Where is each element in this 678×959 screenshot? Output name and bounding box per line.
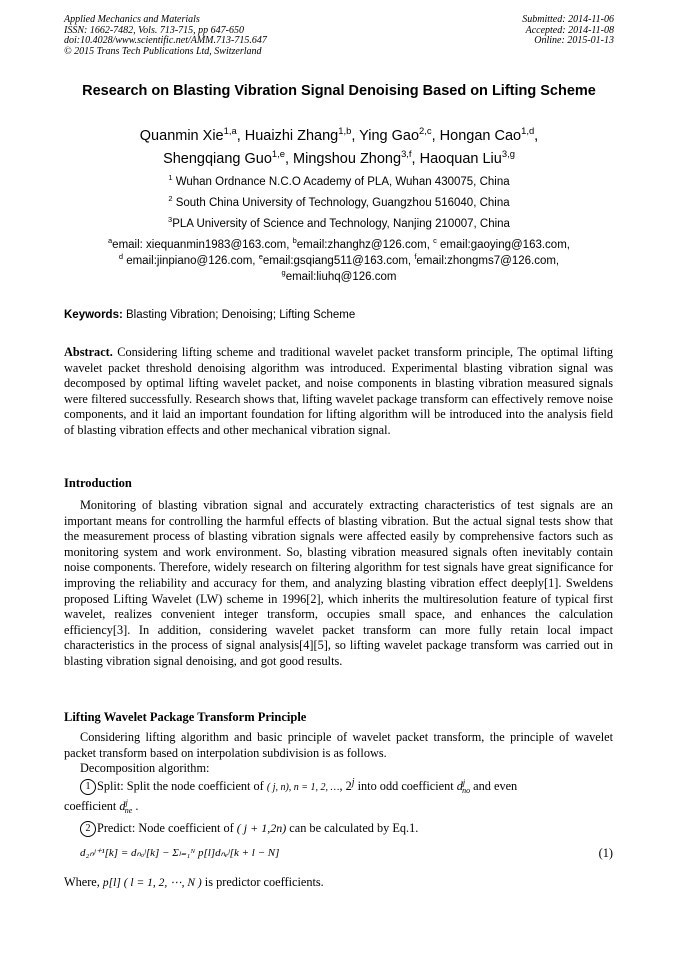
- submitted-date: Submitted: 2014-11-06: [522, 14, 614, 25]
- split-text: and even: [470, 779, 518, 793]
- where-math: p[l] ( l = 1, 2, ⋯, N ): [102, 877, 202, 889]
- split-text: .: [132, 799, 139, 813]
- split-label: Split:: [97, 779, 124, 793]
- introduction-heading: Introduction: [64, 476, 132, 490]
- lifting-heading: Lifting Wavelet Package Transform Principle: [64, 710, 307, 724]
- author-name: Huaizhi Zhang: [244, 128, 339, 144]
- predict-label: Predict:: [97, 821, 136, 835]
- email-key: f: [414, 252, 417, 262]
- email-key: c: [433, 236, 437, 246]
- affiliation-num: 3: [168, 215, 173, 225]
- split-step-cont: [64, 798, 613, 814]
- author-list: [64, 125, 614, 171]
- paper-title: Research on Blasting Vibration Signal Denoising Based on Lifting Scheme: [82, 83, 596, 99]
- split-text: into odd coefficient: [354, 779, 457, 793]
- equation-1: d₂ₙʲ⁺¹[k] = dₙₒʲ[k] − Σₗ₌₁ᴺ p[l]dₙₑʲ[k + l − N]: [80, 847, 280, 859]
- author-sup: 3,f: [401, 148, 412, 160]
- affiliation-num: 2: [168, 194, 173, 204]
- author-line-1: Quanmin Xie$^{1,a}$, Huaizhi Zhang$^{1,b}$, Ying Gao$^{2,c}$, Hongan Cao$^{1,d}$,: [139, 125, 539, 144]
- affiliation-2: [64, 196, 614, 210]
- email-c: email:gaoying@163.com,: [436, 239, 570, 251]
- author-sup: 1,e: [271, 148, 285, 160]
- author-sup: 2,c: [419, 125, 432, 137]
- author-name: Quanmin Xie: [139, 128, 224, 144]
- split-step: [80, 778, 613, 796]
- affiliation-text: PLA University of Science and Technology, Nanjing 210007, China: [172, 218, 510, 230]
- author-name: Hongan Cao: [439, 128, 522, 144]
- copyright-line: © 2015 Trans Tech Publications Ltd, Switzerland: [64, 45, 262, 57]
- affiliation-num: 1: [168, 173, 173, 183]
- keywords-text: Blasting Vibration; Denoising; Lifting Scheme: [122, 309, 356, 321]
- author-line-2: Shengqiang Guo$^{1,e}$, Mingshou Zhong$^{3,f}$, Haoquan Liu$^{3,g}$: [163, 148, 515, 167]
- abstract-label: Abstract.: [64, 345, 113, 359]
- author-name: Shengqiang Guo: [163, 151, 272, 167]
- email-key: e: [258, 252, 263, 262]
- doi-line: doi:10.4028/www.scientific.net/AMM.713-715.647: [64, 35, 267, 46]
- author-sup: 3,g: [501, 148, 515, 160]
- where-text: is predictor coefficients.: [201, 875, 324, 889]
- split-math: ( j, n), n = 1, 2, …: [266, 782, 340, 793]
- where-line: [64, 874, 613, 891]
- predict-math: ( j + 1,2n): [236, 821, 287, 835]
- online-date: Online: 2015-01-13: [534, 35, 614, 46]
- split-text: Split the node coefficient of: [123, 779, 267, 793]
- author-name: Ying Gao: [359, 128, 420, 144]
- predict-text: can be calculated by Eq.1.: [286, 821, 419, 835]
- affiliation-text: Wuhan Ordnance N.C.O Academy of PLA, Wuhan 430075, China: [172, 176, 510, 188]
- keywords: [64, 309, 355, 321]
- author-name: Haoquan Liu: [419, 151, 502, 167]
- dates-header: [522, 15, 614, 47]
- abstract-text: Considering lifting scheme and traditional wavelet packet transform principle, The optimal lifting wavelet packet threshold denoising algorithm was introduced. Experimental blasting vibration signal was decomposed by optimal lifting wavelet packet, and noise components in blasting vibration measured signals were filtered successfully. Research shows that, lifting wavelet package transform can effectively remove noise components, and it laid an important foundation for lifting algorithm will be introduced into the analysis field of blasting vibration effects and other mechanical vibration signal.: [64, 345, 613, 437]
- equation-number: (1): [598, 846, 613, 860]
- journal-name: Applied Mechanics and Materials: [64, 14, 200, 25]
- author-name: Mingshou Zhong: [293, 151, 402, 167]
- affiliation-1: [64, 175, 614, 189]
- accepted-date: Accepted: 2014-11-08: [525, 24, 614, 36]
- split-sup: j: [351, 776, 355, 788]
- affiliation-text: South China University of Technology, Guangzhou 516040, China: [172, 197, 510, 209]
- email-a: email: xiequanmin1983@163.com,: [112, 239, 293, 251]
- author-sup: 1,a: [223, 125, 237, 137]
- coef-sup: j: [462, 777, 466, 787]
- keywords-label: Keywords:: [64, 309, 123, 321]
- step-number-circle: 1: [80, 779, 96, 795]
- email-f: email:zhongms7@126.com,: [416, 255, 560, 267]
- email-d: email:jinpiano@126.com,: [123, 255, 259, 267]
- author-sup: 1,d: [521, 125, 535, 137]
- email-key: b: [292, 236, 297, 246]
- predict-step: [80, 820, 613, 837]
- even-coefficient: d: [119, 799, 126, 813]
- email-key: g: [281, 268, 286, 278]
- email-key: a: [108, 236, 113, 246]
- email-e: email:gsqiang511@163.com,: [262, 255, 415, 267]
- abstract: [64, 345, 613, 439]
- author-sup: 1,b: [338, 125, 352, 137]
- where-text: Where,: [64, 875, 103, 889]
- lifting-intro: Considering lifting algorithm and basic principle of wavelet packet transform, the principle of wavelet packet transform based on interpolation subdivision is as follows.: [64, 730, 613, 760]
- coef-sub: no: [462, 786, 471, 796]
- odd-coefficient: d: [456, 779, 463, 793]
- email-g: email:liuhq@126.com: [285, 271, 397, 283]
- step-number-circle: 2: [80, 821, 96, 837]
- split-text: coefficient: [64, 799, 120, 813]
- coef-sup: j: [125, 797, 128, 807]
- split-text: , 2: [339, 779, 352, 793]
- affiliation-3: [64, 217, 614, 231]
- issn-line: ISSN: 1662-7482, Vols. 713-715, pp 647-650: [64, 24, 244, 36]
- predict-text: Node coefficient of: [135, 821, 237, 835]
- decomposition-label: Decomposition algorithm:: [80, 761, 210, 775]
- introduction-text: Monitoring of blasting vibration signal and accurately extracting characteristics of test signals are an important means for controlling the harmful effects of blasting vibration. But the actual signal tests show that the measurement process of blasting vibration signals were affected easily by comprehensive factors such as monitoring system and work environment. So, blasting vibration measured signals often inevitably contain noise components. Therefore, widely research on filtering algorithm for test signals have great significance for improving the reliability and accuracy for them, and analyzing blasting vibration effect deeply[1]. Sweldens proposed Lifting Wavelet (LW) scheme in 1996[2], which inherits the multiresolution feature of typical first wavelet, realizes convenient integer transform, occupies small space, and enhances the calculation efficiency[3]. In addition, considering wavelet packet transform can more fully retain local impact characteristics in the process of signal analysis[4][5], so lifting wavelet package transform was carried out in blasting vibration signal denoising, and got good results.: [64, 498, 613, 668]
- email-b: email:zhanghz@126.com,: [296, 239, 434, 251]
- journal-header: [64, 15, 267, 57]
- coef-sub: ne: [124, 806, 133, 816]
- email-list: [64, 237, 614, 285]
- email-key: d: [118, 252, 124, 262]
